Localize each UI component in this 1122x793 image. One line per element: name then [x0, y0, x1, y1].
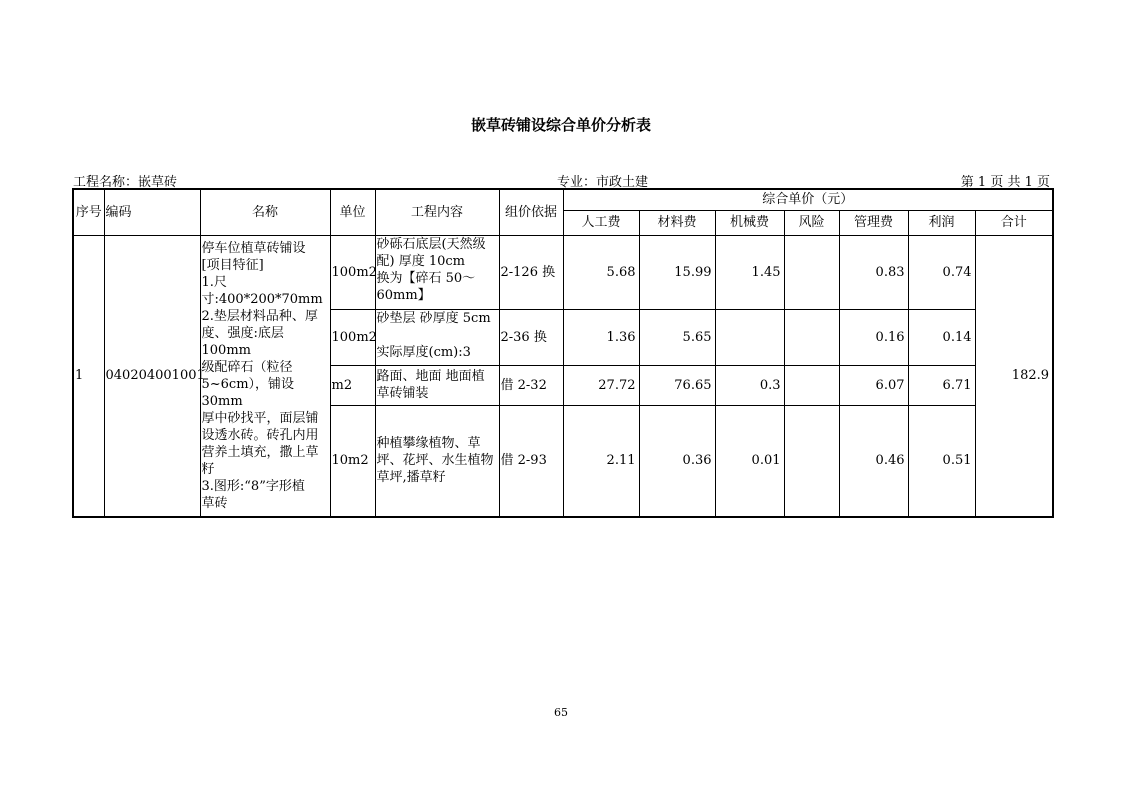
- sub-unit: 100m2: [330, 235, 375, 309]
- item-code: 040204001001: [104, 235, 200, 517]
- item-name-line: 3.图形:“8”字形植: [201, 478, 305, 494]
- sub-machine: 0.3: [715, 365, 784, 405]
- page-number: 65: [554, 706, 568, 719]
- sub-work-line: [377, 327, 498, 344]
- sub-profit: 0.74: [908, 235, 975, 309]
- sub-mgmt: 0.16: [839, 309, 908, 365]
- sub-risk: [784, 235, 839, 309]
- sub-work-line: 砂垫层 砂厚度 5cm: [376, 310, 491, 326]
- sub-work-line: 坪、花坪、水生植物: [376, 453, 494, 469]
- sub-risk: [784, 309, 839, 365]
- sub-work-line: 60mm】: [376, 287, 431, 303]
- sub-unit: 10m2: [330, 405, 375, 517]
- item-name-line: 厚中砂找平，面层铺: [201, 410, 319, 426]
- sub-unit: 100m2: [330, 309, 375, 365]
- sub-mgmt: 6.07: [839, 365, 908, 405]
- sub-work: [375, 365, 499, 405]
- sub-labor: 1.36: [563, 309, 639, 365]
- sub-risk: [784, 365, 839, 405]
- page-title: 嵌草砖铺设综合单价分析表: [470, 116, 651, 134]
- header-profit: 利润: [908, 210, 975, 235]
- specialty: 专业：市政土建: [557, 175, 649, 190]
- sub-machine: 0.01: [715, 405, 784, 517]
- sub-risk: [784, 405, 839, 517]
- sub-work-line: 砂砾石底层(天然级: [376, 236, 486, 252]
- item-name-line: 5~6cm），铺设 30mm: [201, 376, 295, 409]
- table-row: [73, 235, 1053, 309]
- sub-labor: 2.11: [563, 405, 639, 517]
- item-name-line: 寸:400*200*70mm: [201, 291, 323, 307]
- sub-machine: [715, 309, 784, 365]
- sub-machine: 1.45: [715, 235, 784, 309]
- sub-work-line: 草坪,播草籽: [376, 470, 446, 486]
- item-seq: 1: [73, 235, 104, 517]
- sub-labor: 5.68: [563, 235, 639, 309]
- header-seq: 序号: [73, 189, 104, 235]
- sub-work-line: 实际厚度(cm):3: [376, 344, 471, 360]
- header-composite: 综合单价（元）: [563, 189, 1053, 210]
- sub-material: 76.65: [639, 365, 715, 405]
- sub-basis: 借 2-93: [499, 405, 563, 517]
- analysis-table: [72, 188, 1054, 518]
- sub-labor: 27.72: [563, 365, 639, 405]
- sub-work-line: 换为【碎石 50～: [376, 270, 476, 286]
- header-basis: 组价依据: [499, 189, 563, 235]
- item-name: [200, 235, 330, 517]
- page-info: 第 1 页 共 1 页: [960, 175, 1050, 190]
- sub-material: 0.36: [639, 405, 715, 517]
- sub-work-line: 草砖铺装: [376, 386, 429, 401]
- item-name-line: [项目特征]: [201, 257, 264, 273]
- item-name-line: 籽: [201, 461, 215, 477]
- item-name-line: 2.垫层材料品种、厚: [201, 308, 318, 324]
- sub-basis: 2-36 换: [499, 309, 563, 365]
- item-name-line: 设透水砖。砖孔内用: [201, 427, 319, 443]
- sub-work-line: 种植攀缘植物、草: [376, 436, 481, 452]
- sub-material: 15.99: [639, 235, 715, 309]
- project-name: 工程名称：嵌草砖: [73, 175, 178, 190]
- sub-profit: 6.71: [908, 365, 975, 405]
- header-mgmt: 管理费: [839, 210, 908, 235]
- sub-mgmt: 0.83: [839, 235, 908, 309]
- header-work: 工程内容: [375, 189, 499, 235]
- header-material: 材料费: [639, 210, 715, 235]
- header-row-1: [73, 189, 1053, 210]
- sub-work: [375, 405, 499, 517]
- header-unit: 单位: [330, 189, 375, 235]
- sub-material: 5.65: [639, 309, 715, 365]
- header-total: 合计: [975, 210, 1053, 235]
- item-name-line: 级配碎石（粒径: [201, 359, 293, 375]
- header-machine: 机械费: [715, 210, 784, 235]
- sub-basis: 借 2-32: [499, 365, 563, 405]
- item-name-line: 1.尺: [201, 274, 227, 290]
- item-name-line: 停车位植草砖铺设: [201, 240, 306, 256]
- sub-work-line: 配) 厚度 10cm: [376, 253, 465, 269]
- item-name-line: 草砖: [201, 495, 228, 511]
- header-code: 编码: [104, 189, 200, 235]
- sub-basis: 2-126 换: [499, 235, 563, 309]
- sub-work: [375, 309, 499, 365]
- sub-work: [375, 235, 499, 309]
- sub-mgmt: 0.46: [839, 405, 908, 517]
- item-name-line: 营养土填充，撒上草: [201, 444, 319, 460]
- sub-work-line: 路面、地面 地面植: [376, 369, 485, 384]
- sub-profit: 0.51: [908, 405, 975, 517]
- header-name: 名称: [200, 189, 330, 235]
- item-name-line: 度、强度:底层 100mm: [201, 325, 284, 358]
- sub-unit: m2: [330, 365, 375, 405]
- header-labor: 人工费: [563, 210, 639, 235]
- item-total: 182.9: [975, 235, 1053, 517]
- sub-profit: 0.14: [908, 309, 975, 365]
- header-risk: 风险: [784, 210, 839, 235]
